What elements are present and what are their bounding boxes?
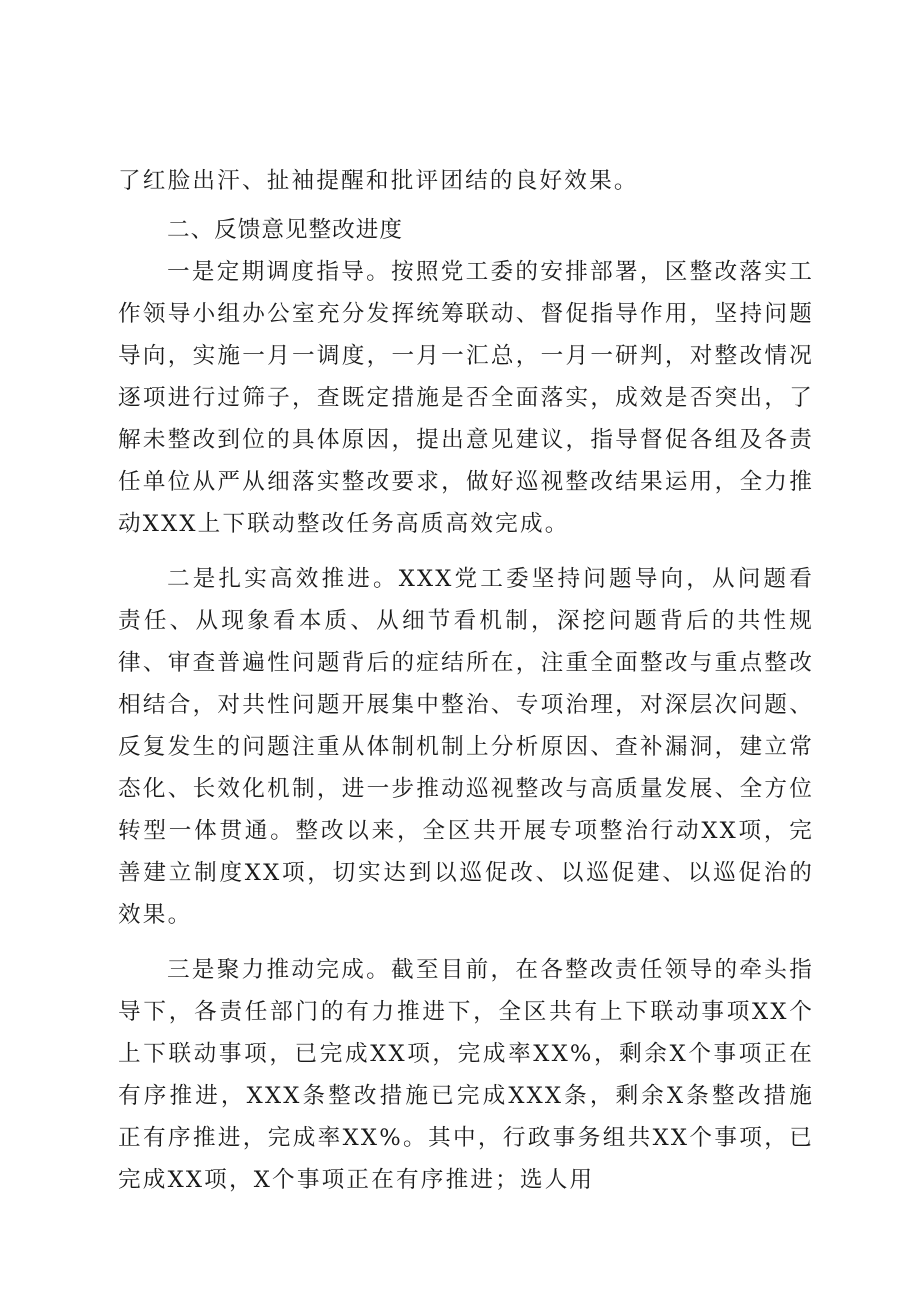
section-heading: 二、反馈意见整改进度 (167, 217, 403, 243)
paragraph-lead: 一是定期调度指导。 (167, 259, 391, 285)
paragraph-lead: 三是聚力推动完成。 (167, 957, 391, 983)
paragraph-regular-dispatch (118, 251, 814, 545)
paragraph-push-completion (118, 949, 814, 1201)
document-page (118, 160, 814, 1201)
paragraph-body: XXX党工委坚持问题导向，从问题看责任、从现象看本质、从细节看机制，深挖问题背后的共性规律、审查普遍性问题背后的症结所在，注重全面整改与重点整改相结合，对共性问题开展集中整治、专项治理，对深层次问题、反复发生的问题注重从体制机制上分析原因、查补漏洞，建立常态化、长效化机制，进一步推动巡视整改与高质量发展、全方位转型一体贯通。整改以来，全区共开展专项整治行动XX项，完善建立制度XX项，切实达到以巡促改、以巡促建、以巡促治的效果。 (118, 566, 815, 928)
paragraph-solid-progress (118, 558, 814, 936)
paragraph-lead: 二是扎实高效推进。 (167, 566, 399, 592)
paragraph-body: 截至目前，在各整改责任领导的牵头指导下，各责任部门的有力推进下，全区共有上下联动事项XX个上下联动事项，已完成XX项，完成率XX%，剩余X个事项正在有序推进，XXX条整改措施已完成XXX条，剩余X条整改措施正有序推进，完成率XX%。其中，行政事务组共XX个事项，已完成XX项，X个事项正在有序推进；选人用 (118, 957, 814, 1193)
continuation-paragraph: 了红脸出汗、扯袖提醒和批评团结的良好效果。 (118, 168, 639, 194)
paragraph-body: 按照党工委的安排部署，区整改落实工作领导小组办公室充分发挥统筹联动、督促指导作用，坚持问题导向，实施一月一调度，一月一汇总，一月一研判，对整改情况逐项进行过筛子，查既定措施是否全面落实，成效是否突出，了解未整改到位的具体原因，提出意见建议，指导督促各组及各责任单位从严从细落实整改要求，做好巡视整改结果运用，全力推动XXX上下联动整改任务高质高效完成。 (118, 259, 814, 537)
